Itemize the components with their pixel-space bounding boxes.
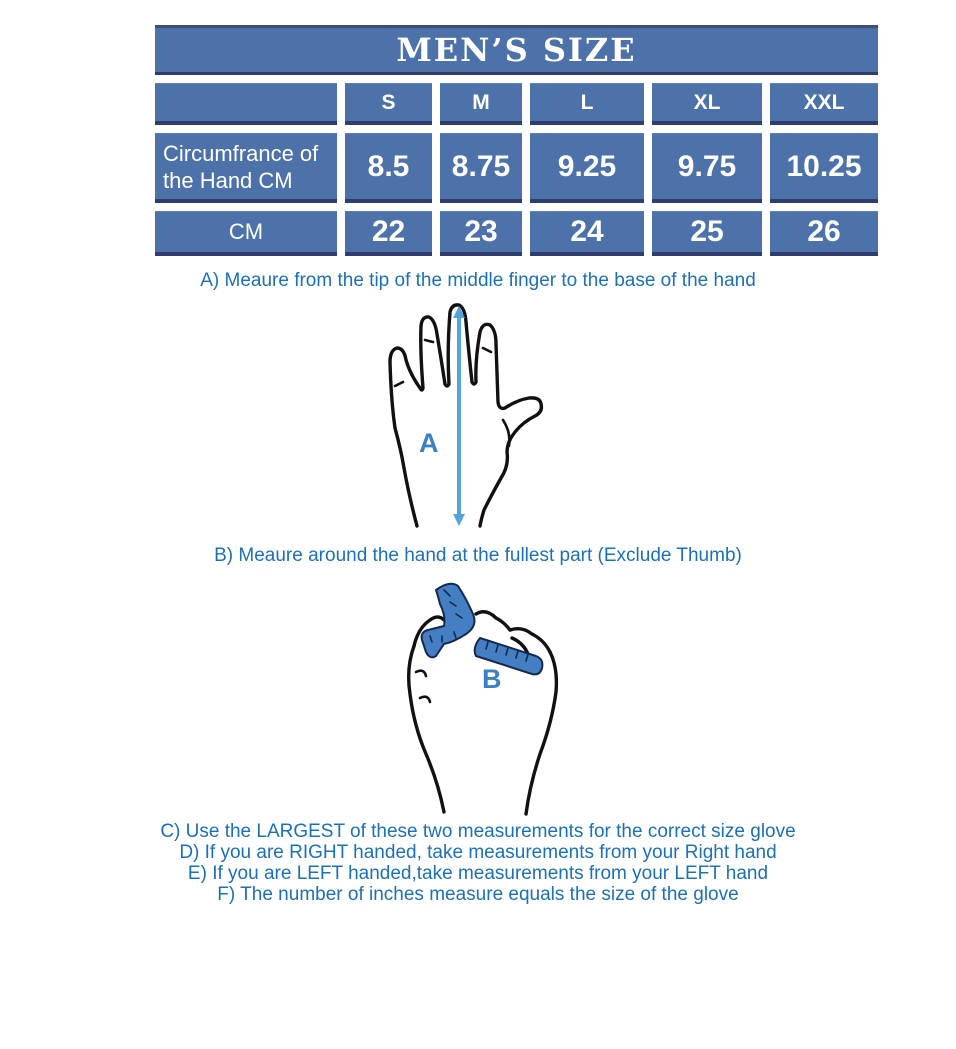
- pinky-crease: [395, 382, 403, 386]
- index-finger-crease: [483, 348, 491, 352]
- column-header-xl: XL: [652, 83, 762, 125]
- row-label: Circumfrance of the Hand CM: [155, 133, 337, 203]
- open-hand-figure: [377, 300, 557, 530]
- column-header-l: L: [530, 83, 644, 125]
- value-cell: 22: [345, 211, 432, 256]
- column-header-m: M: [440, 83, 522, 125]
- measure-arrow-a-icon: [453, 306, 465, 526]
- fist-figure: [398, 576, 568, 816]
- label-a: A: [419, 428, 439, 458]
- column-header-xxl: XXL: [770, 83, 878, 125]
- mens-size-table: [155, 25, 878, 256]
- instruction-line-e: E) If you are LEFT handed,take measurements from your LEFT hand: [187, 863, 769, 884]
- open-hand-illustration: [390, 305, 541, 526]
- instruction-line-c: C) Use the LARGEST of these two measurements for the correct size glove: [160, 821, 796, 842]
- table-corner-cell: [155, 83, 337, 125]
- value-cell: 8.5: [345, 133, 432, 203]
- value-cell: 10.25: [770, 133, 878, 203]
- value-cell: 25: [652, 211, 762, 256]
- value-cell: 26: [770, 211, 878, 256]
- label-b: B: [482, 664, 502, 694]
- value-cell: 23: [440, 211, 522, 256]
- instruction-line-b: B) Meaure around the hand at the fullest part (Exclude Thumb): [214, 545, 742, 566]
- size-chart-page: [0, 25, 956, 905]
- thumb-web-crease: [503, 420, 509, 446]
- column-header-s: S: [345, 83, 432, 125]
- instruction-line-f: F) The number of inches measure equals the size of the glove: [217, 884, 739, 905]
- instruction-line-d: D) If you are RIGHT handed, take measurements from your Right hand: [179, 842, 777, 863]
- value-cell: 9.25: [530, 133, 644, 203]
- row-label: CM: [155, 211, 337, 256]
- ring-finger-crease: [425, 340, 433, 342]
- value-cell: 24: [530, 211, 644, 256]
- table-grid: [155, 83, 878, 256]
- value-cell: 9.75: [652, 133, 762, 203]
- value-cell: 8.75: [440, 133, 522, 203]
- table-title: MEN’S SIZE: [155, 25, 878, 75]
- instruction-line-a: A) Meaure from the tip of the middle finger to the base of the hand: [200, 270, 756, 291]
